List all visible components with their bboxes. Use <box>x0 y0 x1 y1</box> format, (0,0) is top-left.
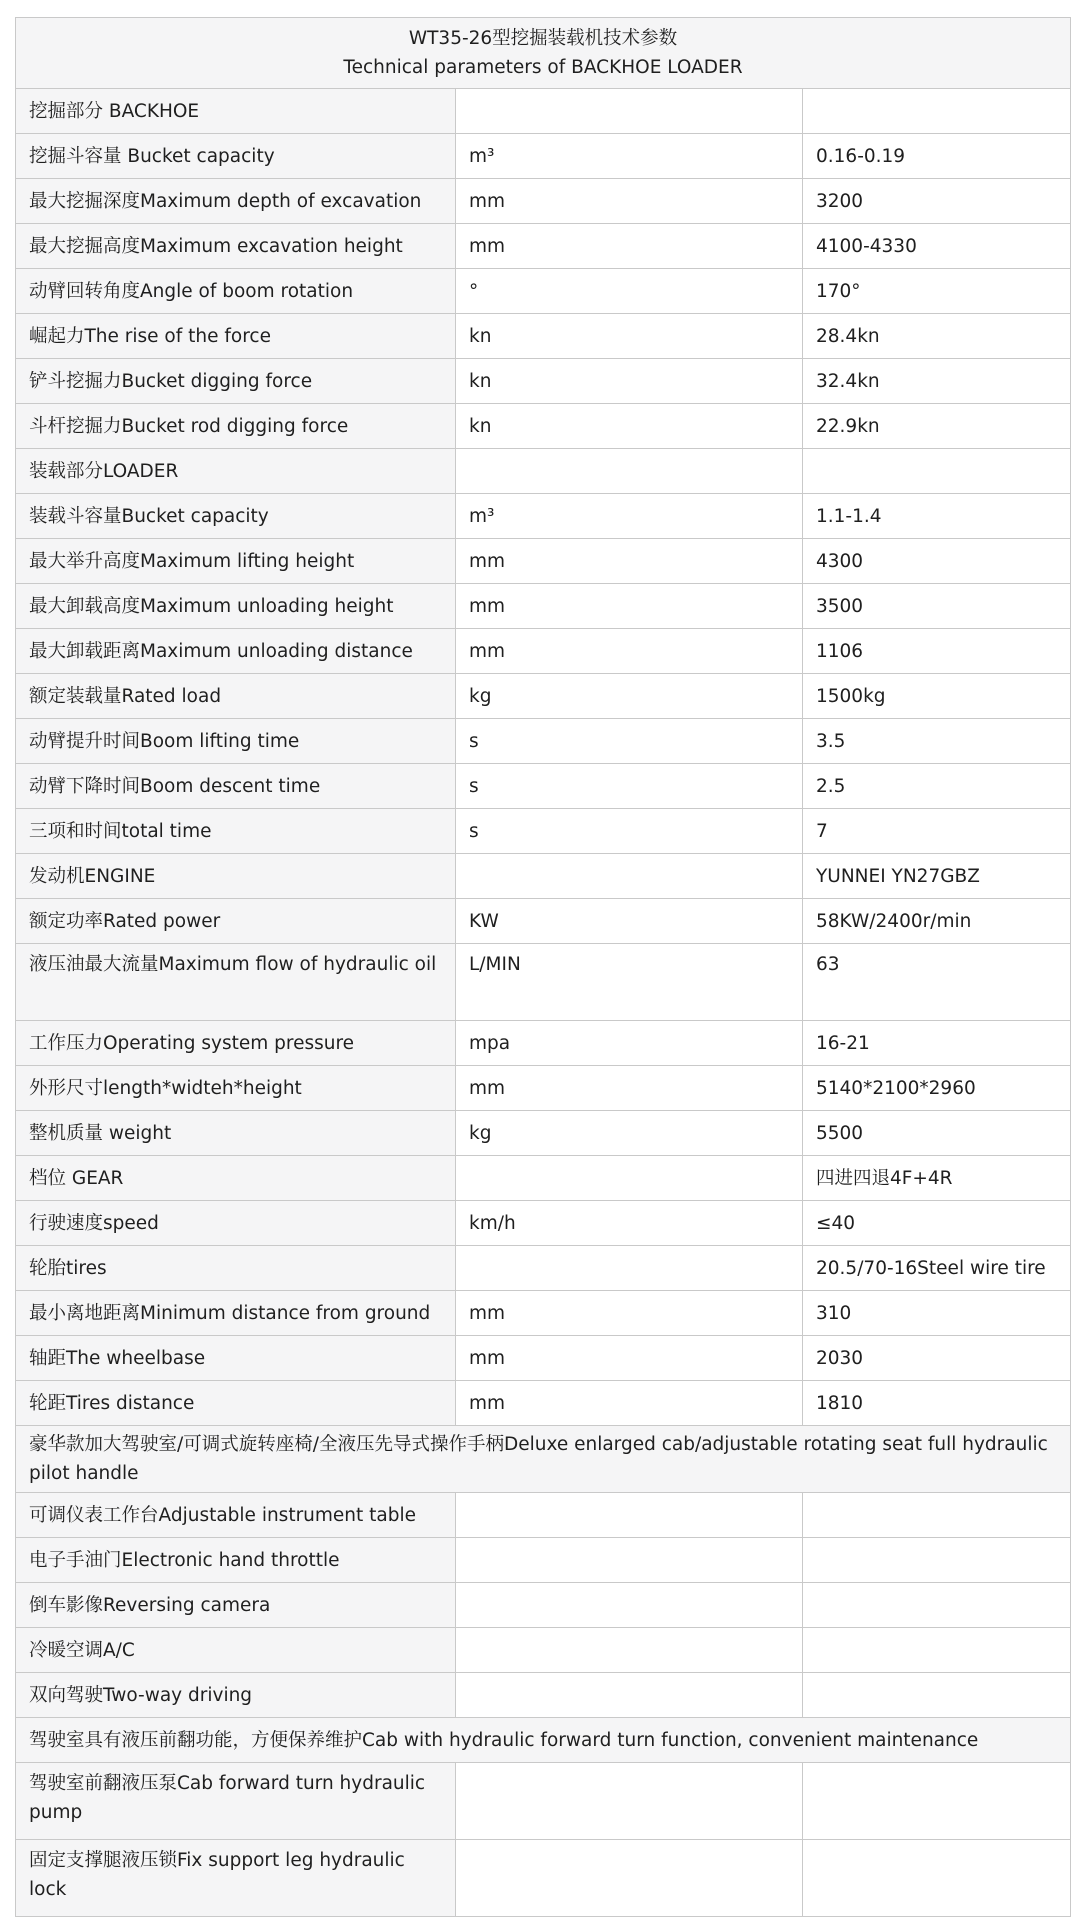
param-label: 发动机ENGINE <box>16 854 456 899</box>
param-label: 轮胎tires <box>16 1246 456 1291</box>
spec-rows <box>16 89 1071 1426</box>
param-label: 可调仪表工作台Adjustable instrument table <box>16 1493 456 1538</box>
param-unit: kn <box>456 314 803 359</box>
param-value: 28.4kn <box>803 314 1071 359</box>
param-label: 装载斗容量Bucket capacity <box>16 494 456 539</box>
table-row <box>16 944 1071 1021</box>
param-label: 铲斗挖掘力Bucket digging force <box>16 359 456 404</box>
param-unit: mm <box>456 584 803 629</box>
param-label: 三项和时间total time <box>16 809 456 854</box>
param-unit: mm <box>456 1066 803 1111</box>
table-row <box>16 854 1071 899</box>
table-row <box>16 539 1071 584</box>
table-row <box>16 1673 1071 1718</box>
table-row <box>16 1201 1071 1246</box>
param-unit: mm <box>456 1336 803 1381</box>
table-row <box>16 359 1071 404</box>
table-row <box>16 584 1071 629</box>
param-unit: m³ <box>456 494 803 539</box>
param-value <box>803 1538 1071 1583</box>
param-value: 20.5/70-16Steel wire tire <box>803 1246 1071 1291</box>
param-value <box>803 1493 1071 1538</box>
param-label: 崛起力The rise of the force <box>16 314 456 359</box>
extras-b-rows <box>16 1763 1071 1917</box>
table-row <box>16 1763 1071 1840</box>
note-row-cab <box>16 1426 1071 1493</box>
param-value: 0.16-0.19 <box>803 134 1071 179</box>
param-unit <box>456 449 803 494</box>
param-value: 5500 <box>803 1111 1071 1156</box>
param-label: 轮距Tires distance <box>16 1381 456 1426</box>
table-row <box>16 1840 1071 1917</box>
param-label: 档位 GEAR <box>16 1156 456 1201</box>
table-row <box>16 314 1071 359</box>
param-label: 轴距The wheelbase <box>16 1336 456 1381</box>
param-value: 2.5 <box>803 764 1071 809</box>
param-label: 双向驾驶Two-way driving <box>16 1673 456 1718</box>
table-row <box>16 674 1071 719</box>
param-label: 最大卸载高度Maximum unloading height <box>16 584 456 629</box>
param-value <box>803 1840 1071 1917</box>
param-label: 动臂提升时间Boom lifting time <box>16 719 456 764</box>
param-value: 4100-4330 <box>803 224 1071 269</box>
param-label: 最小离地距离Minimum distance from ground <box>16 1291 456 1336</box>
param-unit: kg <box>456 1111 803 1156</box>
param-value <box>803 1673 1071 1718</box>
param-unit: s <box>456 764 803 809</box>
param-label: 挖掘部分 BACKHOE <box>16 89 456 134</box>
param-value: 1500kg <box>803 674 1071 719</box>
table-row <box>16 1291 1071 1336</box>
table-row <box>16 1246 1071 1291</box>
param-unit <box>456 1493 803 1538</box>
param-unit <box>456 1763 803 1840</box>
param-unit <box>456 89 803 134</box>
param-label: 冷暖空调A/C <box>16 1628 456 1673</box>
param-value: 63 <box>803 944 1071 1021</box>
param-label: 液压油最大流量Maximum flow of hydraulic oil <box>16 944 456 1021</box>
param-value: 2030 <box>803 1336 1071 1381</box>
param-value: 310 <box>803 1291 1071 1336</box>
param-unit <box>456 1840 803 1917</box>
param-unit: ° <box>456 269 803 314</box>
param-label: 整机质量 weight <box>16 1111 456 1156</box>
param-label: 动臂回转角度Angle of boom rotation <box>16 269 456 314</box>
table-row <box>16 1381 1071 1426</box>
param-label: 行驶速度speed <box>16 1201 456 1246</box>
table-row <box>16 449 1071 494</box>
param-unit: km/h <box>456 1201 803 1246</box>
title-english: Technical parameters of BACKHOE LOADER <box>343 57 743 78</box>
param-unit <box>456 854 803 899</box>
param-unit: m³ <box>456 134 803 179</box>
param-unit: KW <box>456 899 803 944</box>
extras-a-rows <box>16 1493 1071 1718</box>
param-value: 1810 <box>803 1381 1071 1426</box>
param-label: 装载部分LOADER <box>16 449 456 494</box>
param-value: 3500 <box>803 584 1071 629</box>
param-value <box>803 1628 1071 1673</box>
param-value: 1106 <box>803 629 1071 674</box>
table-row <box>16 1111 1071 1156</box>
table-row <box>16 269 1071 314</box>
param-label: 动臂下降时间Boom descent time <box>16 764 456 809</box>
param-value: 3.5 <box>803 719 1071 764</box>
param-value <box>803 1763 1071 1840</box>
table-row <box>16 494 1071 539</box>
param-value: 5140*2100*2960 <box>803 1066 1071 1111</box>
param-value: 1.1-1.4 <box>803 494 1071 539</box>
table-row <box>16 224 1071 269</box>
param-value: 32.4kn <box>803 359 1071 404</box>
param-unit: kn <box>456 404 803 449</box>
param-label: 最大挖掘深度Maximum depth of excavation <box>16 179 456 224</box>
param-value: 3200 <box>803 179 1071 224</box>
table-row <box>16 134 1071 179</box>
param-unit: mm <box>456 224 803 269</box>
param-unit: mm <box>456 539 803 584</box>
param-value <box>803 1583 1071 1628</box>
table-row <box>16 629 1071 674</box>
param-value: 4300 <box>803 539 1071 584</box>
note-maintenance: 驾驶室具有液压前翻功能，方便保养维护Cab with hydraulic forward turn function, convenient maintenance <box>16 1718 1071 1763</box>
table-row <box>16 1583 1071 1628</box>
param-unit: s <box>456 719 803 764</box>
param-label: 外形尺寸length*widteh*height <box>16 1066 456 1111</box>
table-row <box>16 1156 1071 1201</box>
param-label: 最大卸载距离Maximum unloading distance <box>16 629 456 674</box>
param-unit: kg <box>456 674 803 719</box>
param-unit: mpa <box>456 1021 803 1066</box>
param-label: 工作压力Operating system pressure <box>16 1021 456 1066</box>
param-unit: L/MIN <box>456 944 803 1021</box>
param-value <box>803 89 1071 134</box>
param-unit: mm <box>456 1291 803 1336</box>
table-row <box>16 1066 1071 1111</box>
param-label: 固定支撑腿液压锁Fix support leg hydraulic lock <box>16 1840 456 1917</box>
table-row <box>16 719 1071 764</box>
param-value: 四进四退4F+4R <box>803 1156 1071 1201</box>
note-row-maintenance <box>16 1718 1071 1763</box>
param-label: 倒车影像Reversing camera <box>16 1583 456 1628</box>
param-label: 电子手油门Electronic hand throttle <box>16 1538 456 1583</box>
param-label: 额定装载量Rated load <box>16 674 456 719</box>
param-value: ≤40 <box>803 1201 1071 1246</box>
param-label: 最大举升高度Maximum lifting height <box>16 539 456 584</box>
param-unit: s <box>456 809 803 854</box>
note-cab: 豪华款加大驾驶室/可调式旋转座椅/全液压先导式操作手柄Deluxe enlarged cab/adjustable rotating seat full hydraulic pilot handle <box>16 1426 1071 1493</box>
param-label: 额定功率Rated power <box>16 899 456 944</box>
param-unit: mm <box>456 179 803 224</box>
param-value: 16-21 <box>803 1021 1071 1066</box>
param-unit <box>456 1246 803 1291</box>
param-unit <box>456 1673 803 1718</box>
param-label: 最大挖掘高度Maximum excavation height <box>16 224 456 269</box>
table-row <box>16 1538 1071 1583</box>
param-unit <box>456 1538 803 1583</box>
param-unit: kn <box>456 359 803 404</box>
table-row <box>16 179 1071 224</box>
table-row <box>16 89 1071 134</box>
param-label: 驾驶室前翻液压泵Cab forward turn hydraulic pump <box>16 1763 456 1840</box>
table-title <box>16 18 1071 89</box>
title-chinese: WT35-26型挖掘装载机技术参数 <box>408 28 678 49</box>
param-unit <box>456 1583 803 1628</box>
param-value: 170° <box>803 269 1071 314</box>
param-value: 7 <box>803 809 1071 854</box>
table-row <box>16 764 1071 809</box>
param-unit: mm <box>456 1381 803 1426</box>
param-value: 58KW/2400r/min <box>803 899 1071 944</box>
param-value: YUNNEI YN27GBZ <box>803 854 1071 899</box>
spec-table <box>15 17 1071 1917</box>
table-row <box>16 809 1071 854</box>
table-row <box>16 899 1071 944</box>
table-row <box>16 1628 1071 1673</box>
param-unit <box>456 1156 803 1201</box>
param-label: 斗杆挖掘力Bucket rod digging force <box>16 404 456 449</box>
table-row <box>16 1336 1071 1381</box>
table-row <box>16 1493 1071 1538</box>
table-row <box>16 1021 1071 1066</box>
param-value: 22.9kn <box>803 404 1071 449</box>
title-row <box>16 18 1071 89</box>
table-row <box>16 404 1071 449</box>
param-label: 挖掘斗容量 Bucket capacity <box>16 134 456 179</box>
param-unit: mm <box>456 629 803 674</box>
param-value <box>803 449 1071 494</box>
param-unit <box>456 1628 803 1673</box>
